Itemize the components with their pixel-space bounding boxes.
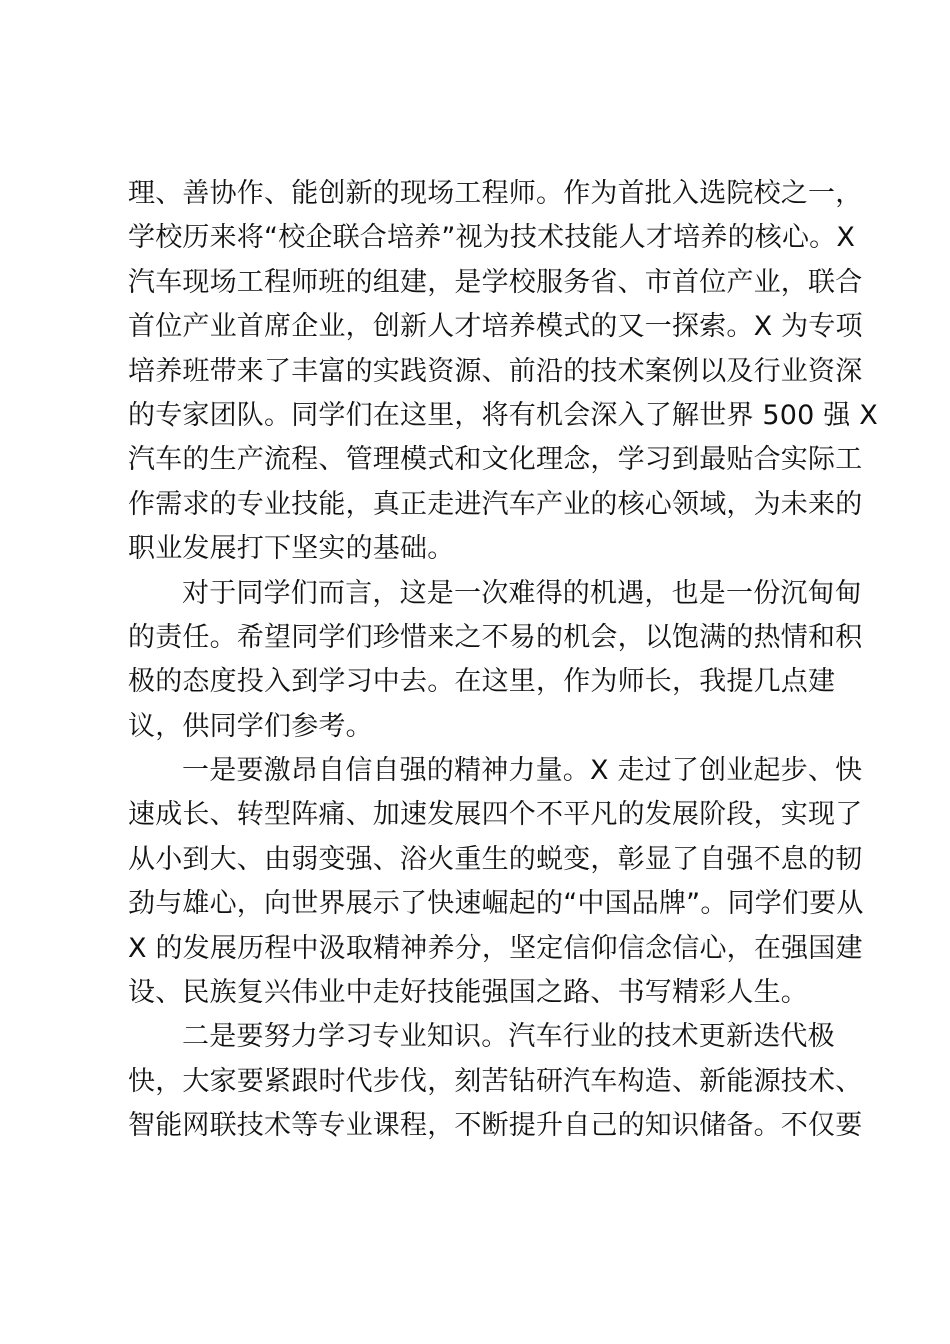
text-line: 快，大家要紧跟时代步伐，刻苦钻研汽车构造、新能源技术、 — [128, 1065, 863, 1097]
text-line: 劲与雄心，向世界展示了快速崛起的“中国品牌”。同学们要从 — [128, 888, 864, 920]
body-text — [128, 172, 878, 1149]
paragraph-start-line: 一是要激昂自信自强的精神力量。X 走过了创业起步、快 — [182, 755, 863, 787]
text-line: 的责任。希望同学们珍惜来之不易的机会，以饱满的热情和积 — [128, 621, 863, 653]
paragraph-start-line: 二是要努力学习专业知识。汽车行业的技术更新迭代极 — [182, 1021, 835, 1053]
text-line: 首位产业首席企业，创新人才培养模式的又一探索。X 为专项 — [128, 311, 863, 343]
text-line: 议，供同学们参考。 — [128, 710, 373, 742]
paragraph-start-line: 对于同学们而言，这是一次难得的机遇，也是一份沉甸甸 — [182, 577, 862, 609]
text-line: 培养班带来了丰富的实践资源、前沿的技术案例以及行业资深 — [128, 355, 863, 387]
text-line: 的专家团队。同学们在这里，将有机会深入了解世界 500 强 X — [128, 399, 878, 431]
text-line: X 的发展历程中汲取精神养分，坚定信仰信念信心，在强国建 — [128, 932, 863, 964]
text-line: 速成长、转型阵痛、加速发展四个不平凡的发展阶段，实现了 — [128, 799, 863, 831]
text-line: 作需求的专业技能，真正走进汽车产业的核心领域，为未来的 — [128, 488, 863, 520]
text-line: 学校历来将“校企联合培养”视为技术技能人才培养的核心。X — [128, 222, 856, 254]
text-line: 从小到大、由弱变强、浴火重生的蜕变，彰显了自强不息的韧 — [128, 843, 863, 875]
text-line: 理、善协作、能创新的现场工程师。作为首批入选院校之一， — [128, 178, 863, 209]
text-line: 设、民族复兴伟业中走好技能强国之路、书写精彩人生。 — [128, 977, 808, 1009]
text-line: 智能网联技术等专业课程，不断提升自己的知识储备。不仅要 — [128, 1110, 863, 1142]
text-line: 极的态度投入到学习中去。在这里，作为师长，我提几点建 — [128, 666, 836, 698]
text-line: 汽车的生产流程、管理模式和文化理念，学习到最贴合实际工 — [128, 444, 863, 476]
text-line: 汽车现场工程师班的组建，是学校服务省、市首位产业，联合 — [128, 266, 863, 298]
text-line: 职业发展打下坚实的基础。 — [128, 533, 455, 565]
